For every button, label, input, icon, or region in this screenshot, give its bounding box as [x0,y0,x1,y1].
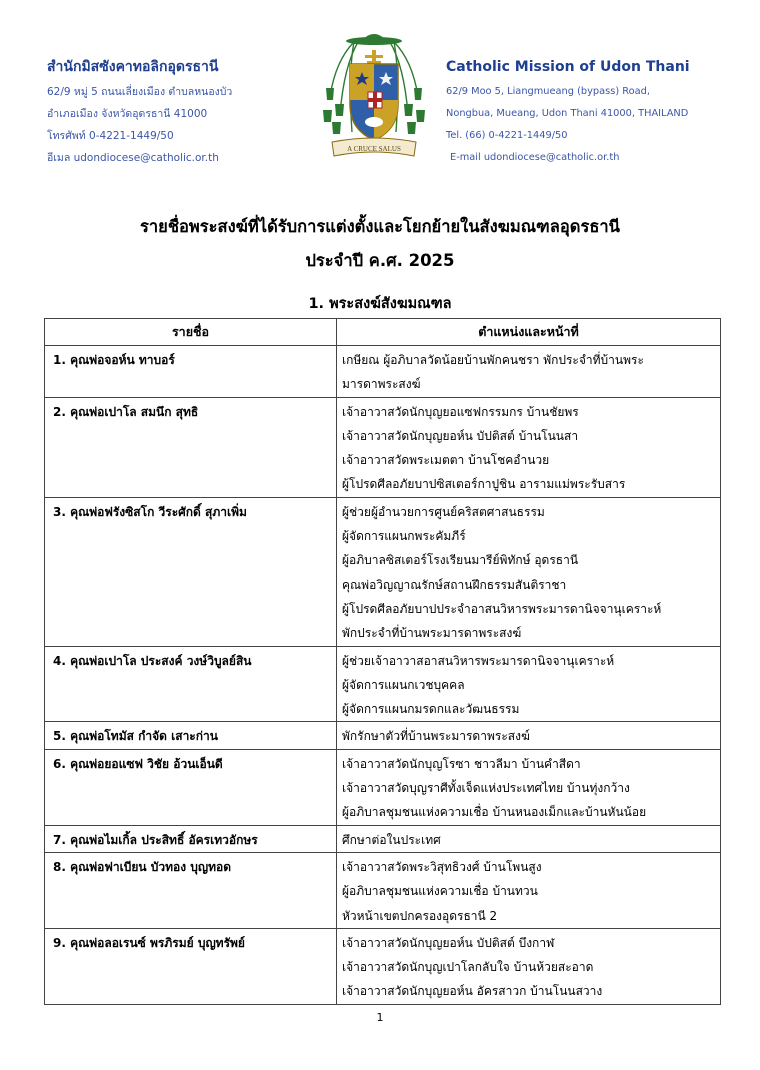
table-row [45,346,721,398]
org-name-thai: สำนักมิสซังคาทอลิกอุดรธานี [47,59,219,75]
header-left-thai [47,58,327,169]
address-line-2-thai: อำเภอเมือง จังหวัดอุดรธานี 41000 [47,108,208,120]
duty-line: ผู้จัดการแผนกพระคัมภีร์ [342,529,466,544]
duty-line: ผู้โปรดศีลอภัยบาปประจำอาสนวิหารพระมารดานิจจานุเคราะห์ [342,601,662,616]
priest-name: 6. คุณพ่อยอแซฟ วิชัย อ้วนเอ็นดี [45,749,337,825]
priest-name: 3. คุณพ่อฟรังซิสโก วีระศักดิ์ สุภาเพิ่ม [45,497,337,646]
priest-name: 2. คุณพ่อเปาโล สมนึก สุทธิ [45,397,337,497]
duty-line: คุณพ่อวิญญาณรักษ์สถานฝึกธรรมสันติราชา [342,577,567,592]
duty-line: ผู้จัดการแผนกมรดกและวัฒนธรรม [342,702,520,717]
column-header-positions: ตำแหน่งและหน้าที่ [337,319,721,346]
priest-duties [337,825,721,852]
duty-line: เจ้าอาวาสวัดนักบุญยอแซฟกรรมกร บ้านชัยพร [342,404,579,419]
priest-name: 5. คุณพ่อโทมัส กำจัด เสาะก่าน [45,722,337,749]
address-line-1-thai: 62/9 หมู่ 5 ถนนเลี่ยงเมือง ตำบลหนองบัว [47,86,233,98]
table-row [45,646,721,722]
table-row [45,825,721,852]
duty-line: ผู้ช่วยเจ้าอาวาสอาสนวิหารพระมารดานิจจานุเคราะห์ [342,653,615,668]
table-row [45,722,721,749]
document-subtitle-year: ประจำปี ค.ศ. 2025 [305,251,455,270]
duty-line: ผู้อภิบาลชุมชนแห่งความเชื่อ บ้านหนองเม็กและบ้านหันน้อย [342,805,647,820]
page-number: 1 [376,1011,384,1024]
header-right-english [446,58,736,169]
priest-duties [337,346,721,398]
address-line-2-english: Nongbua, Mueang, Udon Thani 41000, THAILAND [446,108,689,119]
duty-line: ผู้โปรดศีลอภัยบาปซิสเตอร์กาปูชิน อารามแม่พระรับสาร [342,477,626,492]
priest-name: 1. คุณพ่อจอห์น ทาบอร์ [45,346,337,398]
crest-motto: A CRUCE SALUS [347,145,401,153]
priest-name: 7. คุณพ่อไมเกิ้ล ประสิทธิ์ อัครเทวอักษร [45,825,337,852]
org-name-english: Catholic Mission of Udon Thani [446,59,690,75]
email-english: E-mail udondiocese@catholic.or.th [450,152,620,163]
table-row [45,749,721,825]
duty-line: เกษียณ ผู้อภิบาลวัดน้อยบ้านพักคนชรา พักประจำที่บ้านพระ [342,353,644,367]
duty-line: ผู้อภิบาลชุมชนแห่งความเชื่อ บ้านทวน [342,884,538,899]
duty-line: เจ้าอาวาสวัดพระเมตตา บ้านโชคอำนวย [342,453,550,468]
email-thai: อีเมล udondiocese@catholic.or.th [47,152,219,164]
duty-line: พักรักษาตัวที่บ้านพระมารดาพระสงฆ์ [342,729,530,744]
priest-duties [337,722,721,749]
duty-line: เจ้าอาวาสวัดนักบุญยอห์น บัปติสต์ บึงกาฬ [342,935,555,950]
address-line-1-english: 62/9 Moo 5, Liangmueang (bypass) Road, [446,86,650,97]
phone-thai: โทรศัพท์ 0-4221-1449/50 [47,130,174,142]
duty-line: มารดาพระสงฆ์ [342,377,421,392]
table-row [45,928,721,1004]
duty-line: เจ้าอาวาสวัดนักบุญยอห์น อัครสาวก บ้านโนนสวาง [342,984,603,999]
duty-line: ศึกษาต่อในประเทศ [342,832,441,847]
phone-english: Tel. (66) 0-4221-1449/50 [446,130,568,141]
priest-name: 9. คุณพ่อลอเรนซ์ พรภิรมย์ บุญทรัพย์ [45,928,337,1004]
section-title: 1. พระสงฆ์สังฆมณฑล [308,296,452,312]
document-title: รายชื่อพระสงฆ์ที่ได้รับการแต่งตั้งและโยกย้ายในสังฆมณฑลอุดรธานี [140,217,620,236]
priest-duties [337,749,721,825]
duty-line: พักประจำที่บ้านพระมารดาพระสงฆ์ [342,626,522,641]
duty-line: ผู้อภิบาลซิสเตอร์โรงเรียนมารีย์พิทักษ์ อุดรธานี [342,553,579,568]
duty-line: ผู้ช่วยผู้อำนวยการศูนย์คริสตศาสนธรรม [342,504,545,519]
priest-name: 4. คุณพ่อเปาโล ประสงค์ วงษ์วิบูลย์สิน [45,646,337,722]
table-row [45,397,721,497]
priest-duties [337,852,721,928]
duty-line: เจ้าอาวาสวัดบุญราศีทั้งเจ็ดแห่งประเทศไทย บ้านทุ่งกว้าง [342,781,630,796]
table-row [45,497,721,646]
duty-line: เจ้าอาวาสวัดพระวิสุทธิวงศ์ บ้านโพนสูง [342,859,542,874]
priest-duties [337,646,721,722]
duty-line: เจ้าอาวาสวัดนักบุญโรซา ชาวลีมา บ้านคำสีดา [342,756,581,771]
column-header-name: รายชื่อ [45,319,337,346]
priest-name: 8. คุณพ่อฟาเบียน บัวทอง บุญทอด [45,852,337,928]
duty-line: เจ้าอาวาสวัดนักบุญยอห์น บัปติสต์ บ้านโนนสา [342,428,579,443]
priest-duties [337,397,721,497]
clergy-appointments-table [44,318,721,1005]
duty-line: เจ้าอาวาสวัดนักบุญเปาโลกลับใจ บ้านห้วยสะอาด [342,960,594,975]
duty-line: ผู้จัดการแผนกเวชบุคคล [342,677,465,692]
duty-line: หัวหน้าเขตปกครองอุดรธานี 2 [342,908,498,923]
diocese-coat-of-arms-icon [318,30,430,164]
priest-duties [337,497,721,646]
priest-duties [337,928,721,1004]
table-body [45,346,721,1005]
table-row [45,852,721,928]
table-header-row [45,319,721,346]
